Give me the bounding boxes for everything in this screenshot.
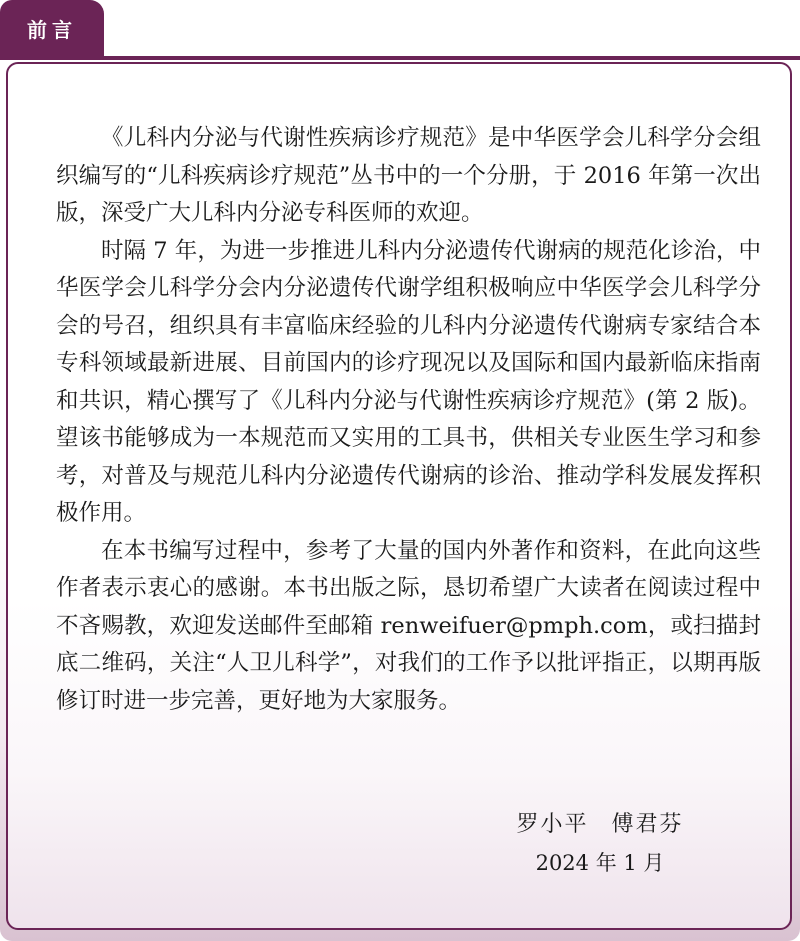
author-names: 罗小平 傅君芬 xyxy=(516,812,684,837)
paragraph-intro: 《儿科内分泌与代谢性疾病诊疗规范》是中华医学会儿科学分会组织编写的“儿科疾病诊疗规范”丛书中的一个分册，于 2016 年第一次出版，深受广大儿科内分泌专科医师的欢迎。 xyxy=(56,125,761,226)
signature-block xyxy=(470,808,730,880)
section-tab xyxy=(0,0,104,56)
preface-body xyxy=(56,120,761,720)
paragraph-thanks: 在本书编写过程中，参考了大量的国内外著作和资料，在此向这些作者表示衷心的感谢。本书出版之际，恳切希望广大读者在阅读过程中不吝赐教，欢迎发送邮件至邮箱 renweifuer@pmph.com，或扫描封底二维码，关注“人卫儿科学”，对我们的工作予以批评指正，以期再版修订时进一步完善，更好地为大家服务。 xyxy=(56,537,761,714)
paragraph-revision: 时隔 7 年，为进一步推进儿科内分泌遗传代谢病的规范化诊治，中华医学会儿科学分会内分泌遗传代谢学组积极响应中华医学会儿科学分会的号召，组织具有丰富临床经验的儿科内分泌遗传代谢病专家结合本专科领域最新进展、目前国内的诊疗现况以及国际和国内最新临床指南和共识，精心撰写了《儿科内分泌与代谢性疾病诊疗规范》(第 2 版)。望该书能够成为一本规范而又实用的工具书，供相关专业医生学习和参考，对普及与规范儿科内分泌遗传代谢病的诊治、推动学科发展发挥积极作用。 xyxy=(56,237,761,526)
section-title: 前言 xyxy=(27,17,77,42)
signature-date: 2024 年 1 月 xyxy=(535,851,665,875)
header-rule xyxy=(0,56,800,60)
